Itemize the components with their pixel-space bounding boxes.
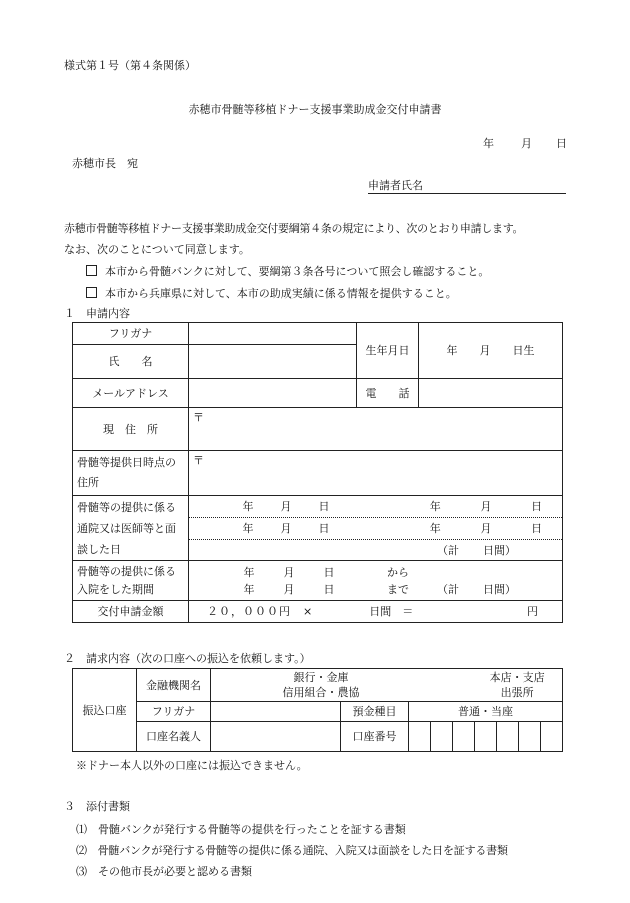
- bank-field[interactable]: 銀行・金庫 信用組合・農協 本店・支店 出張所: [211, 669, 563, 702]
- holder-field[interactable]: [211, 722, 341, 752]
- furigana-label: フリガナ: [73, 323, 189, 345]
- attachment-item-2: ⑵ 骨髄バンクが発行する骨髄等の提供に係る通院、入院又は面談をした日を証する書類: [76, 844, 508, 857]
- account-digit-4[interactable]: [475, 722, 497, 752]
- visit-date-field[interactable]: [189, 496, 563, 561]
- form-number: 様式第１号（第４条関係）: [64, 59, 196, 72]
- checkbox-icon[interactable]: [86, 265, 97, 276]
- phone-label: 電 話: [357, 379, 419, 408]
- amount-field[interactable]: ２０，０００円 × 日間 ＝ 円: [189, 601, 563, 623]
- birthdate-label: 生年月日: [357, 323, 419, 379]
- bank-account-table: [72, 668, 563, 752]
- name-field[interactable]: [189, 345, 357, 379]
- section-3-heading: ３ 添付書類: [64, 800, 130, 813]
- checkbox-icon[interactable]: [86, 287, 97, 298]
- account-digit-7[interactable]: [541, 722, 563, 752]
- visit-date-2[interactable]: 年 月 日: [429, 500, 543, 513]
- name-label: 氏 名: [73, 345, 189, 379]
- account-digit-6[interactable]: [519, 722, 541, 752]
- postal-mark: 〒: [193, 411, 204, 424]
- application-table: [72, 322, 563, 623]
- date-month: 月: [521, 137, 532, 150]
- addressee: 赤穂市長 宛: [72, 157, 138, 170]
- intro-text-1: 赤穂市骨髄等移植ドナー支援事業助成金交付要綱第４条の規定により、次のとおり申請します。: [64, 222, 524, 235]
- attachment-item-1: ⑴ 骨髄バンクが発行する骨髄等の提供を行ったことを証する書類: [76, 823, 406, 836]
- intro-text-2: なお、次のことについて同意します。: [64, 243, 250, 256]
- account-digit-1[interactable]: [409, 722, 431, 752]
- account-label: 振込口座: [73, 669, 137, 752]
- account-number-label: 口座番号: [341, 722, 409, 752]
- phone-field[interactable]: [419, 379, 563, 408]
- address-label: 現 住 所: [73, 408, 189, 451]
- consent-item-2[interactable]: 本市から兵庫県に対して、本市の助成実績に係る情報を提供すること。: [86, 287, 457, 299]
- email-field[interactable]: [189, 379, 357, 408]
- hospitalization-label: 骨髄等の提供に係る 入院をした期間: [73, 561, 189, 601]
- section-2-heading: ２ 請求内容（次の口座への振込を依頼します。）: [64, 652, 311, 665]
- date-day: 日: [556, 137, 567, 150]
- provider-address-label: 骨髄等提供日時点の 住所: [73, 451, 189, 496]
- visit-date-1[interactable]: 年 月 日: [242, 500, 330, 513]
- account-digit-5[interactable]: [497, 722, 519, 752]
- form-title: 赤穂市骨髄等移植ドナー支援事業助成金交付申請書: [188, 103, 442, 116]
- holder-label: 口座名義人: [137, 722, 211, 752]
- bank-label: 金融機関名: [137, 669, 211, 702]
- visit-total: （計 日間）: [437, 543, 516, 557]
- holder-furigana-label: フリガナ: [137, 702, 211, 722]
- email-label: メールアドレス: [73, 379, 189, 408]
- hospitalization-field[interactable]: 年 月 日 から 年 月 日 まで （計 日間）: [189, 561, 563, 601]
- visit-date-3[interactable]: 年 月 日: [242, 522, 330, 535]
- furigana-field[interactable]: [189, 323, 357, 345]
- applicant-signature-line[interactable]: [368, 193, 566, 194]
- consent-item-1[interactable]: 本市から骨髄バンクに対して、要綱第３条各号について照会し確認すること。: [86, 265, 489, 277]
- amount-label: 交付申請金額: [73, 601, 189, 623]
- deposit-type-label: 預金種目: [341, 702, 409, 722]
- provider-address-field[interactable]: [189, 451, 563, 496]
- date-year: 年: [483, 137, 494, 150]
- visit-date-label: 骨髄等の提供に係る 通院又は医師等と面 談した日: [73, 496, 189, 561]
- deposit-type-field[interactable]: 普通・当座: [409, 702, 563, 722]
- address-field[interactable]: [189, 408, 563, 451]
- postal-mark: 〒: [193, 454, 204, 467]
- applicant-label: 申請者氏名: [368, 179, 423, 192]
- visit-date-4[interactable]: 年 月 日: [429, 522, 543, 535]
- attachment-item-3: ⑶ その他市長が必要と認める書類: [76, 865, 252, 878]
- birthdate-field[interactable]: 年 月 日生: [419, 323, 563, 379]
- account-digit-3[interactable]: [453, 722, 475, 752]
- bank-note: ※ドナー本人以外の口座には振込できません。: [76, 759, 308, 772]
- holder-furigana-field[interactable]: [211, 702, 341, 722]
- section-1-heading: １ 申請内容: [64, 307, 130, 320]
- account-digit-2[interactable]: [431, 722, 453, 752]
